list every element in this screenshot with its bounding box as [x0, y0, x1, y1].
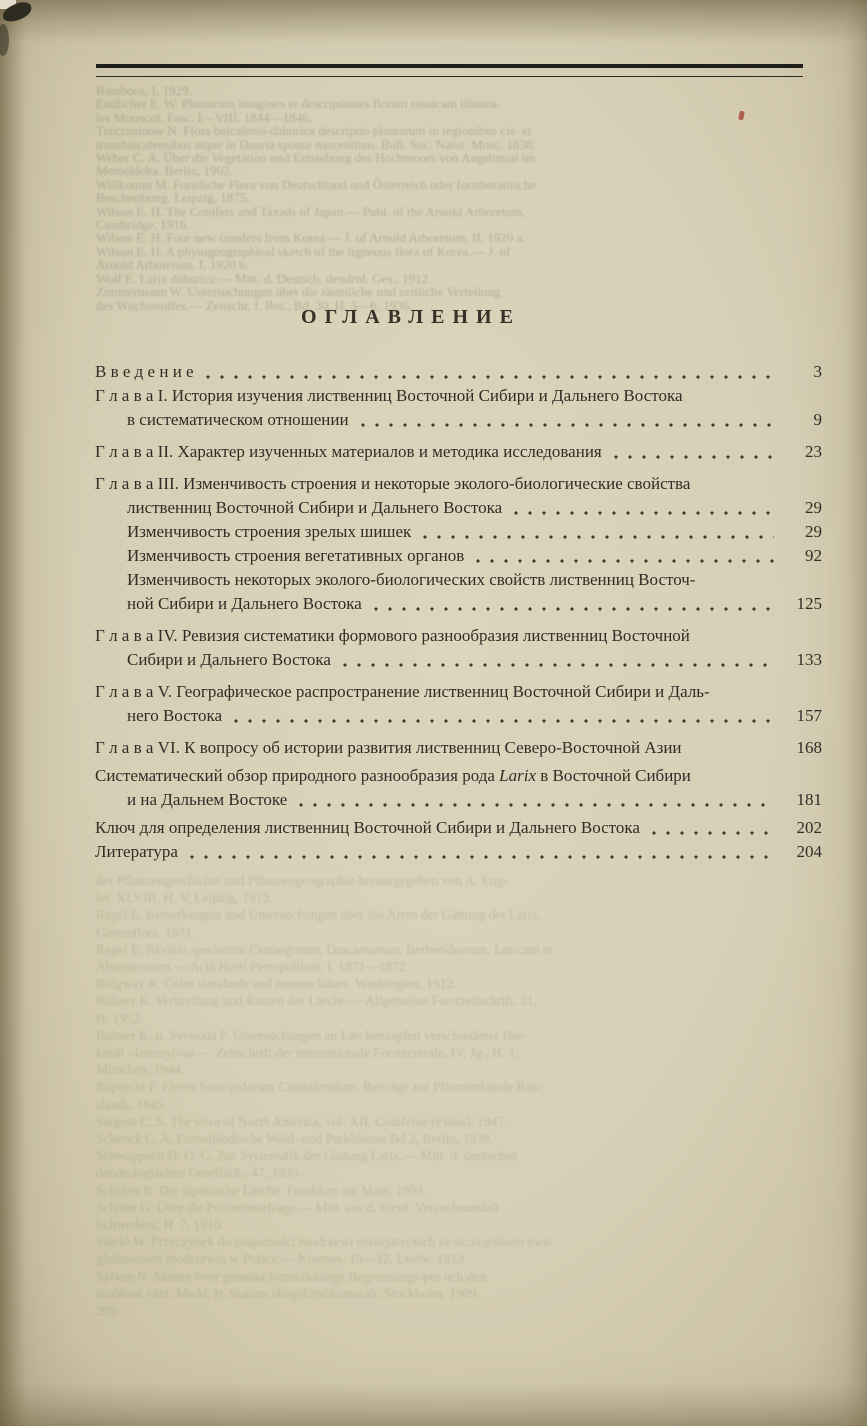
toc-line [95, 816, 822, 840]
bleed-through-line: Stecki W. Przyczynek do znajomości modrzewi eurazjatyckich ze szczególnem uwz- [96, 1234, 555, 1250]
dot-leader [423, 535, 774, 539]
bleed-through-line: der Pflanzengeschichte und Pflanzengeographie herausgegeben von A. Eng- [96, 873, 508, 888]
bleed-through-line: Rubner K. Verbreitung und Rassen der Lärche.— Allgemeine Forstzeitschrift, 31, [96, 993, 538, 1009]
toc-line [95, 788, 822, 812]
bleed-through-line: Zimmermann W. Untersuchungen über die räumliche und zeitliche Verteilung [96, 284, 501, 300]
ink-smudge [0, 24, 9, 56]
bleed-through-line: Turczaninow N. Flora baicalensi-dahurica descriptio plantarum in regionibus cis- et [96, 123, 532, 139]
toc-page-number: 92 [805, 546, 822, 565]
bleed-through-line: Beschreibung. Leipzig, 1875. [96, 190, 250, 206]
bleed-through-line: Schotte G. Über die Provenienzfrage.— Mitt. aus d. forstl. Versuchsanstalt [96, 1199, 500, 1215]
toc-page-number: 23 [805, 442, 822, 461]
toc-line [95, 360, 822, 384]
bleed-through-line: Wilson E. H. A phytogeographical sketch of the ligneous flora of Korea.— J. of [96, 243, 511, 259]
bleed-through-line: 208 [96, 1303, 117, 1319]
toc-line-text: него Востока [127, 706, 223, 725]
bleed-through-line: Memeldelta. Berlin, 1902. [96, 163, 233, 179]
toc-line [95, 680, 822, 704]
bleed-through-line: Ridgway R. Color standards and nomenclature. Washington, 1912. [96, 976, 457, 992]
toc-line [95, 648, 822, 672]
toc-line [95, 520, 822, 544]
toc-line-text: лиственниц Восточной Сибири и Дальнего Востока [127, 498, 503, 517]
toc-page-number: 204 [796, 842, 822, 861]
top-rule [96, 64, 803, 77]
toc-line [95, 592, 822, 616]
toc-page-number: 3 [813, 362, 822, 381]
toc-page-number: 157 [796, 706, 822, 725]
toc-line-text: ной Сибири и Дальнего Востока [127, 594, 362, 613]
dot-leader [299, 803, 774, 807]
toc-line-text: Изменчивость строения вегетативных органов [127, 546, 465, 565]
bleed-through-line: Wilson E. H. The Conifers and Taxads of Japan.— Publ. of the Arnold Arboretum, [96, 203, 526, 219]
bleed-through-line: Schwappach H. O. G. Zur Systematik der Gattung Larix.— Mitt. d. deutschen [96, 1148, 518, 1164]
bleed-through-bottom [96, 872, 810, 1319]
bleed-through-top [96, 84, 810, 312]
dot-leader [614, 455, 774, 459]
bleed-through-line: Endlicher E. W. Plantarum imagines et descriptiones floram rossicam illustra- [96, 96, 501, 112]
toc-page-number: 125 [796, 594, 822, 613]
bleed-through-line: Regel E. Bemerkungen und Untersuchungen über die Arten der Gattung der Larix. [96, 907, 542, 923]
bleed-through-line: Ruprecht F. Flores Samojedorum Cisuralensium. Beiträge zur Pflanzenkunde Rus- [96, 1079, 542, 1095]
bleed-through-line: snabbast växt. Medd. fr. Statens skogsförsöksanstalt. Stockholm, 1909. [96, 1285, 480, 1301]
toc-line-text: Изменчивость строения зрелых шишек [127, 522, 412, 541]
toc-line [95, 764, 822, 788]
bleed-through-line: Sargent C. S. The silva of North America, vol. XII. Coniferae (Pinus). 1947. [96, 1113, 508, 1129]
dot-leader [374, 607, 774, 611]
toc-list [95, 360, 822, 864]
toc-line-text: Ключ для определения лиственниц Восточной Сибири и Дальнего Востока [95, 818, 640, 837]
bleed-through-line: Willkomm M. Forstliche Flora von Deutschland und Österreich oder forstbotanische [96, 176, 536, 192]
toc-line-text: Г л а в а V. Географическое распространение лиственниц Восточной Сибири и Даль- [95, 682, 710, 701]
bleed-through-line: Wilson E. H. Four new conifers from Korea.— J. of Arnold Arboretum, II, 1920 a. [96, 230, 526, 246]
bleed-through-line: Schwedens, H. 7, 1910. [96, 1217, 224, 1233]
bleed-through-line: Cambridge, 1916. [96, 217, 190, 233]
toc-line [95, 440, 822, 464]
toc-line [95, 496, 822, 520]
toc-line-text: Систематический обзор природного разнообразия рода Larix в Восточной Сибири [95, 766, 691, 785]
bleed-through-line: Weber C. A. Über die Vegetation und Entstehung des Hochmoors von Augstumal im [96, 150, 536, 166]
page-title: ОГЛАВЛЕНИЕ [301, 306, 521, 328]
toc-line-text: и на Дальнем Востоке [127, 790, 288, 809]
toc-line-text: Сибири и Дальнего Востока [127, 650, 331, 669]
toc-line-text: в систематическом отношении [127, 410, 349, 429]
bleed-through-line: Regel E. Revisio specierum Crataegorum, Dracaenarum, Berberidearum, Laricum et [96, 941, 553, 957]
toc-page-number: 9 [813, 410, 822, 429]
dot-leader [343, 663, 774, 667]
red-ink-mark [738, 111, 745, 121]
toc-line-text: Г л а в а VI. К вопросу об истории развития лиственниц Северо-Восточной Азии [95, 738, 682, 757]
toc-page-number: 133 [796, 650, 822, 669]
bleed-through-line: les Monocot. Fasc. I—VIII, 1844—1846. [96, 109, 312, 125]
toc-line-text: Г л а в а III. Изменчивость строения и некоторые эколого-биологические свойства [95, 474, 691, 493]
toc-line [95, 840, 822, 864]
bleed-through-line: Sylvén N. Samter över genuina formbildnings Begrenzungs-per och den [96, 1268, 487, 1284]
bleed-through-line: des Wuchsstoffes.— Zeitschr. f. Bot., Bd. 30, H. 5—6, 1936. [96, 297, 413, 313]
toc-line-text: Изменчивость некоторых эколого-биологических свойств лиственниц Восточ- [127, 570, 696, 589]
bleed-through-line: slands, 1845. [96, 1096, 167, 1112]
bleed-through-line: transbaicalensibus atque in Dauria sponte nascentium. Bull. Soc. Natur. Mosc. 1838. [96, 136, 536, 152]
bleed-through-line: Rubner K. u. Svoboda P. Untersuchungen an Lärchenzapfen verschiedener Her- [96, 1027, 527, 1043]
bleed-through-line: Abietinearum.— Acta Horti Petropolitani, I, 1871—1872. [96, 959, 410, 975]
toc-page-number: 181 [796, 790, 822, 809]
dot-leader [190, 855, 774, 859]
bleed-through-line: ler, XLVIII, H. V, Leipzig, 1913. [96, 890, 273, 906]
toc-line [95, 408, 822, 432]
dot-leader [514, 511, 774, 515]
toc-page-number: 202 [796, 818, 822, 837]
bleed-through-line: Gartenflora, 1871. [96, 924, 196, 940]
toc-page-number: 29 [805, 522, 822, 541]
toc-line-text: Г л а в а IV. Ревизия систематики формового разнообразия лиственниц Восточной [95, 626, 690, 645]
toc-line [95, 472, 822, 496]
dot-leader [234, 719, 774, 723]
toc-page-number: 168 [796, 738, 822, 757]
bleed-through-line: Schenck C. A. Fremdländische Wald- und Parkbäume Bd 2, Berlin, 1939. [96, 1131, 494, 1147]
dot-leader [361, 423, 774, 427]
toc-line [95, 704, 822, 728]
dot-leader [476, 559, 774, 563]
toc-line [95, 624, 822, 648]
bleed-through-line: Wolf E. Larix dahurica.— Mitt. d. Deutsch. dendrol. Ges., 1912. [96, 270, 432, 286]
toc-line-text: В в е д е н и е [95, 362, 194, 381]
dot-leader [652, 831, 774, 835]
bleed-through-line: Arnold Arboretum, I, 1920 b. [96, 257, 249, 273]
toc-line [95, 568, 822, 592]
toc-page-number: 29 [805, 498, 822, 517]
toc-line [95, 544, 822, 568]
toc-line-text: Г л а в а I. История изучения лиственниц Восточной Сибири и Дальнего Востока [95, 386, 683, 405]
bleed-through-line: München, 1944. [96, 1062, 185, 1078]
toc-line-text: Г л а в а II. Характер изученных материалов и методика исследования [95, 442, 602, 461]
toc-line [95, 384, 822, 408]
toc-line [95, 736, 822, 760]
bleed-through-line: dendrologischen Gesellsch., 47, 1935. [96, 1165, 302, 1181]
bleed-through-line: Bamboos, I, 1929. [96, 83, 192, 98]
bleed-through-line: Schober R. Die japanische Lärche. Frankfurt am Main, 1953. [96, 1182, 427, 1198]
bleed-through-line: kunft «Intersylva».— Zeitschrift der internationale Forstzentrale, IV, Jg., H. 1, [96, 1045, 519, 1061]
dot-leader [206, 375, 774, 379]
bleed-through-line: ględnieniem modrzewia w Polsce.— Kosmos, 10—12, Lwów, 1913. [96, 1251, 468, 1267]
bleed-through-line: H. 1952. [96, 1010, 143, 1026]
toc-line-text: Литература [95, 842, 178, 861]
